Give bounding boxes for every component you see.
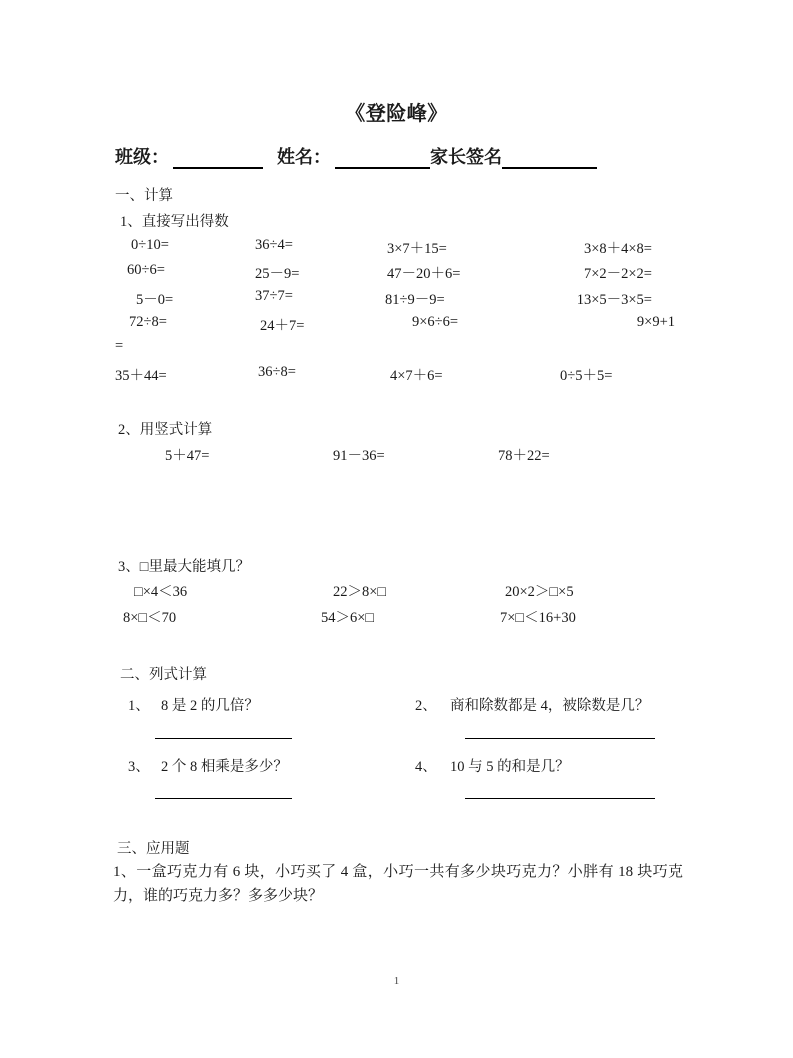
section-heading-two: 二、列式计算 [120, 667, 207, 683]
arith-item-overflow: = [115, 338, 124, 354]
answer-line[interactable] [465, 738, 655, 739]
name-blank[interactable] [335, 150, 430, 169]
inequality-item: 54＞6×□ [321, 610, 375, 626]
arith-item: 25－9= [255, 266, 300, 282]
inequality-item: 22＞8×□ [333, 584, 387, 600]
arith-item: 0÷5＋5= [560, 368, 613, 384]
section-heading-three: 三、应用题 [117, 841, 190, 857]
word-question-text: 商和除数都是 4，被除数是几？ [450, 698, 650, 714]
inequality-item: 20×2＞□×5 [505, 584, 574, 600]
word-question-number: 4、 [415, 759, 437, 775]
arith-item: 47－20＋6= [387, 266, 461, 282]
answer-line[interactable] [155, 798, 292, 799]
arith-item: 9×9+1 [636, 314, 675, 330]
arith-item: 37÷7= [255, 288, 293, 304]
parent-signature-blank[interactable] [502, 150, 597, 169]
answer-line[interactable] [465, 798, 655, 799]
inequality-item: □×4＜36 [134, 584, 188, 600]
word-question-number: 1、 [128, 698, 150, 714]
arith-item: 72÷8= [129, 314, 167, 330]
arith-item: 7×2－2×2= [583, 266, 652, 282]
vertical-form-item: 5＋47= [165, 448, 210, 464]
subheading-direct-answers: 1、直接写出得数 [120, 214, 229, 230]
page-title: 《登险峰》 [345, 103, 448, 125]
word-question-number: 3、 [128, 759, 150, 775]
name-label: 姓名： [277, 147, 331, 167]
page-number: 1 [393, 975, 400, 987]
arith-item: 36÷8= [258, 364, 296, 380]
subheading-fill-largest: 3、□里最大能填几？ [118, 559, 251, 575]
word-question-text: 2 个 8 相乘是多少？ [161, 759, 288, 775]
vertical-form-item: 91－36= [333, 448, 385, 464]
word-question-number: 2、 [415, 698, 437, 714]
arith-item: 5－0= [136, 292, 174, 308]
arith-item: 24＋7= [260, 318, 305, 334]
word-question-text: 10 与 5 的和是几？ [450, 759, 570, 775]
arith-item: 3×8＋4×8= [583, 241, 652, 257]
parent-signature-label: 家长签名 [430, 147, 502, 167]
answer-line[interactable] [155, 738, 292, 739]
arith-item: 4×7＋6= [390, 368, 443, 384]
arith-item: 60÷6= [127, 262, 165, 278]
inequality-item: 8×□＜70 [123, 610, 177, 626]
class-blank[interactable] [173, 150, 263, 169]
word-question-text: 8 是 2 的几倍？ [161, 698, 259, 714]
class-label: 班级： [115, 147, 169, 167]
application-problem: 1、一盒巧克力有 6 块，小巧买了 4 盒，小巧一共有多少块巧克力？小胖有 18 块巧克力，谁的巧克力多？多多少块？ [113, 864, 683, 904]
arith-item: 36÷4= [255, 237, 293, 253]
student-info-header [115, 143, 675, 169]
section-heading-one: 一、计算 [115, 188, 173, 204]
arith-item: 13×5－3×5= [576, 292, 652, 308]
arith-item: 9×6÷6= [412, 314, 459, 330]
arith-item: 0÷10= [131, 237, 169, 253]
arith-item: 3×7＋15= [387, 241, 447, 257]
inequality-item: 7×□＜16+30 [500, 610, 576, 626]
vertical-form-item: 78＋22= [498, 448, 550, 464]
subheading-vertical-form: 2、用竖式计算 [118, 422, 213, 438]
arith-item: 81÷9－9= [385, 292, 445, 308]
arith-item: 35＋44= [115, 368, 167, 384]
